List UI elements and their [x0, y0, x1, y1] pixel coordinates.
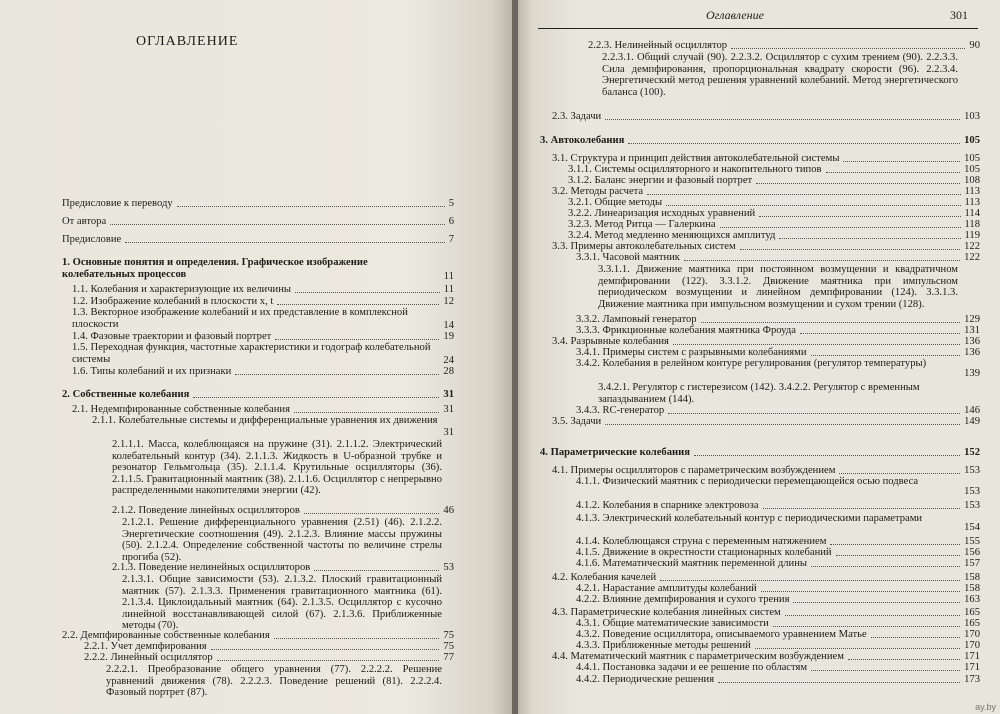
toc-entry: 3.4.3. RC-генератор 146	[576, 405, 980, 416]
toc-entry: 4.2.1. Нарастание амплитуды колебаний 158	[576, 583, 980, 594]
toc-entry: 3.1.1. Системы осцилляторного и накопительного типов 105	[568, 164, 980, 175]
toc-entry: 1.4. Фазовые траектории и фазовый портрет 19	[72, 331, 454, 342]
toc-entry: 2.3. Задачи 103	[552, 111, 980, 122]
toc-entry-text: 4.1.1. Физический маятник с периодически перемещающейся осью подвеса	[576, 476, 919, 487]
toc-entry: 3.4.1. Примеры систем с разрывными колебаниями 136	[576, 347, 980, 358]
toc-entry: 3.2.4. Метод медленно меняющихся амплитуд 119	[568, 230, 980, 241]
toc-entry: 4.1.5. Движение в окрестности стационарных колебаний 156	[576, 547, 980, 558]
page-number: 139	[964, 368, 980, 379]
page-number: 154	[964, 522, 980, 533]
toc-entry: 1.2. Изображение колебаний в плоскости x, t 12	[72, 296, 454, 307]
subsection-text: 3.4.2.1. Регулятор с гистерезисом (142). 3.4.2.2. Регулятор с временным запаздыванием (144).	[598, 382, 920, 405]
toc-entry-text: 3.4.2. Колебания в релейном контуре регулирования (регулятор температуры)	[576, 358, 927, 369]
toc-entry: 1.6. Типы колебаний и их признаки 28	[72, 366, 454, 377]
toc-entry: 4.4. Математический маятник с параметрическим возбуждением 171	[552, 651, 980, 662]
chapter-entry: 3. Автоколебания 105	[540, 135, 980, 146]
toc-entry: 4.3.1. Общие математические зависимости 165	[576, 618, 980, 629]
page-heading: ОГЛАВЛЕНИЕ	[136, 34, 239, 49]
chapter-title: 1. Основные понятия и определения. Графическое изображение колебательных процессов	[62, 257, 368, 280]
toc-entry: 2.1. Недемпфированные собственные колебания 31	[72, 404, 454, 415]
toc-entry: 3.3.3. Фрикционные колебания маятника Фроуда 131	[576, 325, 980, 336]
toc-entry: 2.2.3. Нелинейный осциллятор 90	[588, 40, 980, 51]
subsection-text: 2.2.2.1. Преобразование общего уравнения (77). 2.2.2.2. Решение уравнений движения (78). 2.2.2.3. Поведение решений (81). 2.2.2.4. Фазовый портрет (87).	[106, 664, 442, 699]
subsection-text: 2.1.1.1. Масса, колеблющаяся на пружине (31). 2.1.1.2. Электрический колебательный контур (34). 2.1.1.3. Жидкость в U-образной трубке и резонатор Гельмгольца (35). 2.1.1.4. Крутильные осцилляторы (36). 2.1.1.5. Гравитационный маятник (38). 2.1.1.6. Осциллятор с непрерывно распределенными накопителями энергии (42).	[112, 439, 442, 497]
subsection-text: 2.1.3.1. Общие зависимости (53). 2.1.3.2. Плоский гравитационный маятник (57). 2.1.3.3. Применения гравитационного маятника (61). 2.1.3.4. Циклоидальный маятник (64). 2.1.3.5. Осциллятор с кусочно линейной восстанавливающей силой (67). 2.1.3.6. Приближенные методы (70).	[122, 574, 442, 632]
page-number: 11	[443, 271, 454, 282]
toc-entry: 2.1.3. Поведение нелинейных осцилляторов 53	[112, 562, 454, 573]
toc-entry: 3.1.2. Баланс энергии и фазовый портрет 108	[568, 175, 980, 186]
toc-entry: 3.2.2. Линеаризация исходных уравнений 114	[568, 208, 980, 219]
toc-entry: 1.1. Колебания и характеризующие их величины 11	[72, 284, 454, 295]
subsection-text: 3.3.1.1. Движение маятника при постоянном возмущении и квадратичном демпфировании (122). 3.3.1.2. Движение маятника при импульсном периодическом возмущении и линейном демпфировании (124). 3.3.1.3. Движение маятника при импульсном возмущении и сухом трении (128).	[598, 264, 958, 310]
toc-entry: 4.3. Параметрические колебания линейных систем 165	[552, 607, 980, 618]
toc-entry: 4.3.2. Поведение осциллятора, описываемого уравнением Матье 170	[576, 629, 980, 640]
toc-entry-text: 4.1.3. Электрический колебательный контур с периодическими параметрами	[576, 513, 923, 524]
toc-entry: 3.3.2. Ламповый генератор 129	[576, 314, 980, 325]
toc-entry: 2.2. Демпфированные собственные колебания 75	[62, 630, 454, 641]
toc-entry: 3.4. Разрывные колебания 136	[552, 336, 980, 347]
toc-entry: 3.1. Структура и принцип действия автоколебательной системы 105	[552, 153, 980, 164]
toc-entry: 4.3.3. Приближенные методы решений 170	[576, 640, 980, 651]
subsection-text: 2.2.3.1. Общий случай (90). 2.2.3.2. Осциллятор с сухим трением (90). 2.2.3.3. Сила демпфирования, пропорциональная квадрату скорости (96). 2.2.3.4. Энергетический метод решения уравнений колебаний. Метод энергетического баланса (100).	[602, 52, 958, 98]
watermark: ay.by	[975, 702, 996, 712]
toc-entry: От автора 6	[62, 216, 454, 227]
toc-entry: Предисловие 7	[62, 234, 454, 245]
toc-entry: 4.1.4. Колеблющаяся струна с переменным натяжением 155	[576, 536, 980, 547]
page-number: 153	[964, 486, 980, 497]
toc-entry: 4.2.2. Влияние демпфирования и сухого трения 163	[576, 594, 980, 605]
toc-entry: 4.2. Колебания качелей 158	[552, 572, 980, 583]
toc-entry: 4.1. Примеры осцилляторов с параметрическим возбуждением 153	[552, 465, 980, 476]
toc-entry: 3.2.3. Метод Ритца — Галеркина 118	[568, 219, 980, 230]
page-number: 24	[443, 355, 454, 366]
toc-entry: 2.2.1. Учет демпфирования 75	[84, 641, 454, 652]
subsection-text: 2.1.2.1. Решение дифференциального уравнения (2.51) (46). 2.1.2.2. Энергетические соотношения (49). 2.1.2.3. Влияние массы пружины (50). 2.1.2.4. Определение собственной частоты по величине стрелы прогиба (52).	[122, 517, 442, 563]
toc-entry-text: 1.5. Переходная функция, частотные характеристики и годограф колебательной системы	[72, 342, 431, 365]
page-number: 14	[443, 320, 454, 331]
header-rule	[538, 28, 978, 29]
toc-entry-text: 2.1.1. Колебательные системы и дифференциальные уравнения их движения	[92, 415, 438, 426]
right-page	[518, 0, 1000, 714]
page-number: 31	[443, 427, 454, 438]
toc-entry: 3.2.1. Общие методы 113	[568, 197, 980, 208]
toc-entry-text: 1.3. Векторное изображение колебаний и их представление в комплексной плоскости	[72, 307, 408, 330]
folio: 301	[950, 8, 968, 22]
running-head: Оглавление	[706, 8, 764, 22]
toc-entry: 4.1.2. Колебания в спарнике электровоза 153	[576, 500, 980, 511]
toc-entry: 3.3. Примеры автоколебательных систем 122	[552, 241, 980, 252]
chapter-entry: 2. Собственные колебания 31	[62, 389, 454, 400]
toc-entry: Предисловие к переводу 5	[62, 198, 454, 209]
toc-entry: 4.1.6. Математический маятник переменной длины 157	[576, 558, 980, 569]
toc-entry: 2.1.2. Поведение линейных осцилляторов 46	[112, 505, 454, 516]
toc-entry: 2.2.2. Линейный осциллятор 77	[84, 652, 454, 663]
toc-entry: 3.3.1. Часовой маятник 122	[576, 252, 980, 263]
toc-entry: 4.4.1. Постановка задачи и ее решение по областям 171	[576, 662, 980, 673]
toc-entry: 3.5. Задачи 149	[552, 416, 980, 427]
toc-entry: 4.4.2. Периодические решения 173	[576, 674, 980, 685]
toc-entry: 3.2. Методы расчета 113	[552, 186, 980, 197]
chapter-entry: 4. Параметрические колебания 152	[540, 447, 980, 458]
